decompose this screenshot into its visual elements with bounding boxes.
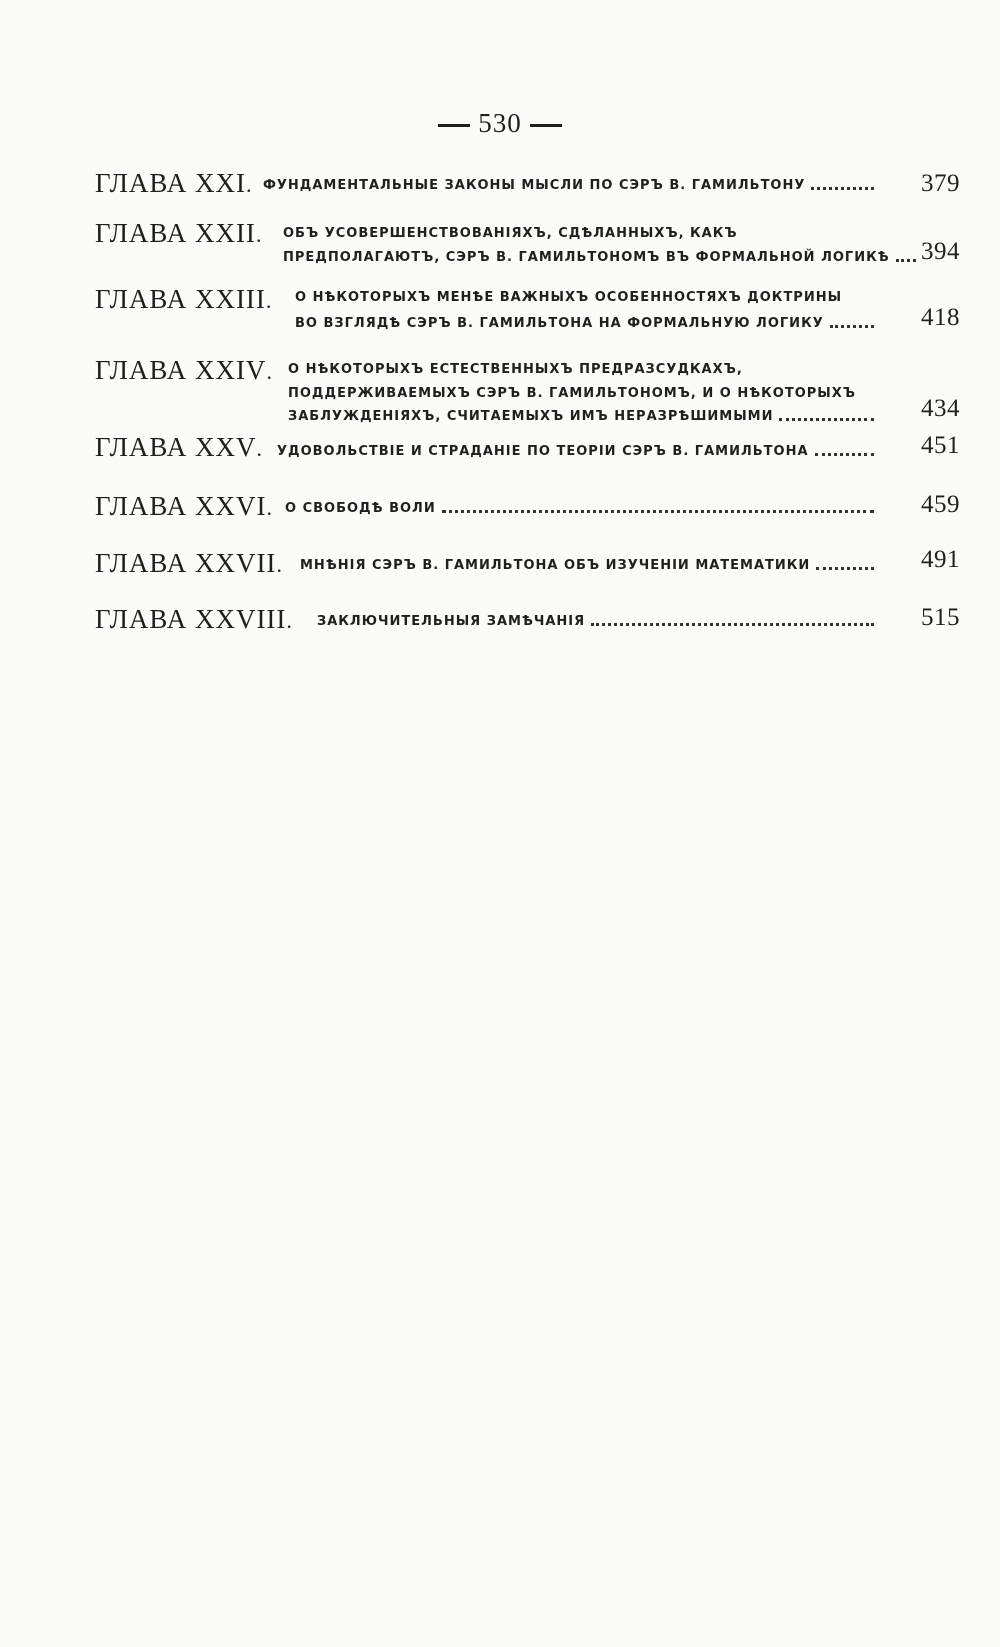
chapter-heading: ГЛАВА XXIV. — [95, 355, 273, 385]
leader-dots — [896, 259, 916, 262]
chapter-page: 459 — [921, 491, 960, 518]
chapter-title-line — [295, 290, 842, 305]
page-number — [0, 108, 1000, 139]
chapter-title: ОБЪ УСОВЕРШЕНСТВОВАНІЯХЪ, СДѢЛАННЫХЪ, КАКЪ — [283, 226, 738, 241]
chapter-title: ПРЕДПОЛАГАЮТЪ, СЭРЪ В. ГАМИЛЬТОНОМЪ ВЪ ФОРМАЛЬНОЙ ЛОГИКѢ — [283, 250, 890, 265]
chapter-title-line — [288, 409, 880, 424]
chapter-page: 451 — [921, 432, 960, 459]
chapter-title: О НѢКОТОРЫХЪ МЕНѢЕ ВАЖНЫХЪ ОСОБЕННОСТЯХЪ ДОКТРИНЫ — [295, 290, 843, 305]
dash-left — [438, 124, 470, 127]
dash-right — [530, 124, 562, 127]
chapter-heading: ГЛАВА XXVI. — [95, 491, 273, 521]
chapter-heading: ГЛАВА XXIII. — [95, 284, 273, 314]
leader-dots — [816, 567, 874, 570]
chapter-title: ЗАБЛУЖДЕНІЯХЪ, СЧИТАЕМЫХЪ ИМЪ НЕРАЗРѢШИМЫМИ — [288, 409, 774, 424]
chapter-page: 491 — [921, 546, 960, 573]
leader-dots — [591, 623, 874, 626]
leader-dots — [442, 510, 874, 513]
chapter-title-line — [295, 316, 880, 331]
chapter-title-line — [288, 362, 743, 377]
chapter-page: 515 — [921, 604, 960, 631]
chapter-page: 379 — [921, 170, 960, 197]
chapter-page: 434 — [921, 395, 960, 422]
chapter-title-line — [277, 444, 880, 459]
chapter-title: ФУНДАМЕНТАЛЬНЫЕ ЗАКОНЫ МЫСЛИ ПО СЭРЪ В. ГАМИЛЬТОНУ — [263, 178, 806, 193]
chapter-heading: ГЛАВА XXI. — [95, 168, 253, 198]
chapter-title-line — [283, 226, 738, 241]
chapter-page: 418 — [921, 304, 960, 331]
leader-dots — [815, 453, 874, 456]
chapter-heading: ГЛАВА XXII. — [95, 218, 263, 248]
chapter-title-line — [263, 178, 880, 193]
chapter-page: 394 — [921, 238, 960, 265]
chapter-title: МНѢНІЯ СЭРЪ В. ГАМИЛЬТОНА ОБЪ ИЗУЧЕНІИ МАТЕМАТИКИ — [300, 558, 811, 573]
chapter-title-line — [300, 558, 880, 573]
chapter-title-line — [283, 250, 890, 265]
chapter-title: ПОДДЕРЖИВАЕМЫХЪ СЭРЪ В. ГАМИЛЬТОНОМЪ, И О НѢКОТОРЫХЪ — [288, 386, 856, 401]
leader-dots — [779, 418, 874, 421]
chapter-title: О НѢКОТОРЫХЪ ЕСТЕСТВЕННЫХЪ ПРЕДРАЗСУДКАХЪ, — [288, 362, 743, 377]
chapter-title-line — [317, 614, 880, 629]
chapter-title: УДОВОЛЬСТВІЕ И СТРАДАНІЕ ПО ТЕОРІИ СЭРЪ В. ГАМИЛЬТОНА — [277, 444, 809, 459]
page-number-text: 530 — [478, 108, 522, 138]
leader-dots — [811, 187, 874, 190]
chapter-title-line — [288, 386, 856, 401]
leader-dots — [830, 325, 874, 328]
chapter-heading: ГЛАВА XXVIII. — [95, 604, 293, 634]
chapter-title: ВО ВЗГЛЯДѢ СЭРЪ В. ГАМИЛЬТОНА НА ФОРМАЛЬНУЮ ЛОГИКУ — [295, 316, 824, 331]
chapter-heading: ГЛАВА XXVII. — [95, 548, 283, 578]
chapter-heading: ГЛАВА XXV. — [95, 432, 263, 462]
chapter-title: ЗАКЛЮЧИТЕЛЬНЫЯ ЗАМѢЧАНІЯ — [317, 614, 586, 629]
chapter-title: О СВОБОДѢ ВОЛИ — [285, 501, 436, 516]
chapter-title-line — [285, 501, 880, 516]
